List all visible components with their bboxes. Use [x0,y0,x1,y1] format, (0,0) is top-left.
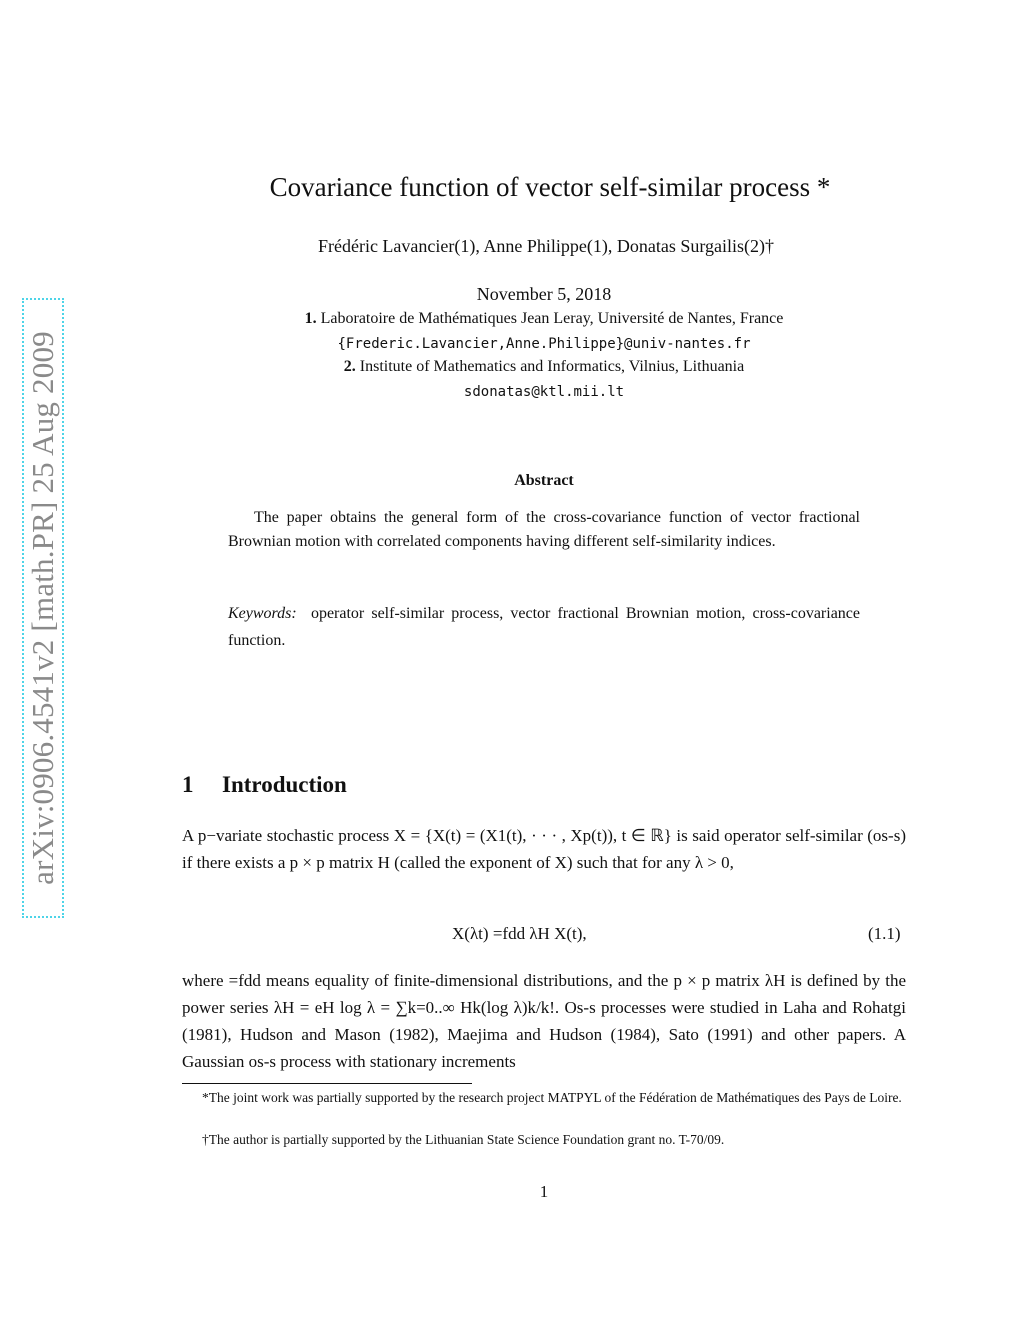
abstract-heading: Abstract [514,472,574,489]
abstract-body: The paper obtains the general form of the cross-covariance function of vector fractional Brownian motion with correlated components having different self-similarity indices. [228,509,860,550]
paper-date: November 5, 2018 [476,284,612,304]
author-list: Frédéric Lavancier(1), Anne Philippe(1), Donatas Surgailis(2)† [317,236,775,256]
affiliation-number: 1. [304,310,317,327]
affiliation-2 [0,358,1024,376]
equation-1-1: X(λt) =fdd λH X(t), [452,924,587,943]
section-title: Introduction [222,772,347,797]
section-number: 1 [182,772,194,797]
keywords-text: operator self-similar process, vector fractional Brownian motion, cross-covariance function. [228,605,861,649]
section-heading [182,772,347,798]
email-2: sdonatas@ktl.mii.lt [463,384,625,400]
affiliation-text: Institute of Mathematics and Informatics, Vilnius, Lithuania [359,358,745,375]
email-1: {Frederic.Lavancier,Anne.Philippe}@univ-nantes.fr [337,336,751,352]
page-number: 1 [539,1182,549,1201]
arxiv-stamp-text: arXiv:0906.4541v2 [math.PR] 25 Aug 2009 [25,331,60,885]
footnote-divider [182,1083,472,1084]
footnote-1: *The joint work was partially supported by the research project MATPYL of the Fédération de Mathématiques des Pays de Loire. [202,1090,902,1105]
intro-paragraph-2: where =fdd means equality of finite-dimensional distributions, and the p × p matrix λH is defined by the power series λH = eH log λ = ∑k=0..∞ Hk(log λ)k/k!. Os-s processes were studied in Laha and Rohatgi (1981), Hudson and Mason (1982), Maejima and Hudson (1984), Sato (1991) and other papers. A Gaussian os-s process with stationary increments [182,971,906,1071]
keywords-label: Keywords: [228,605,297,622]
footnote-2: †The author is partially supported by the Lithuanian State Science Foundation grant no. T-70/09. [202,1132,725,1147]
affiliation-number: 2. [343,358,356,375]
affiliation-text: Laboratoire de Mathématiques Jean Leray, Université de Nantes, France [320,310,784,327]
paper-title: Covariance function of vector self-similar process * [269,172,831,202]
affiliation-1 [0,310,1024,328]
keywords [228,600,860,654]
intro-paragraph-1: A p−variate stochastic process X = {X(t) = (X1(t), · · · , Xp(t)), t ∈ ℝ} is said operator self-similar (os-s) if there exists a p × p matrix H (called the exponent of X) such that for any λ > 0, [182,826,906,872]
equation-number: (1.1) [868,924,901,943]
